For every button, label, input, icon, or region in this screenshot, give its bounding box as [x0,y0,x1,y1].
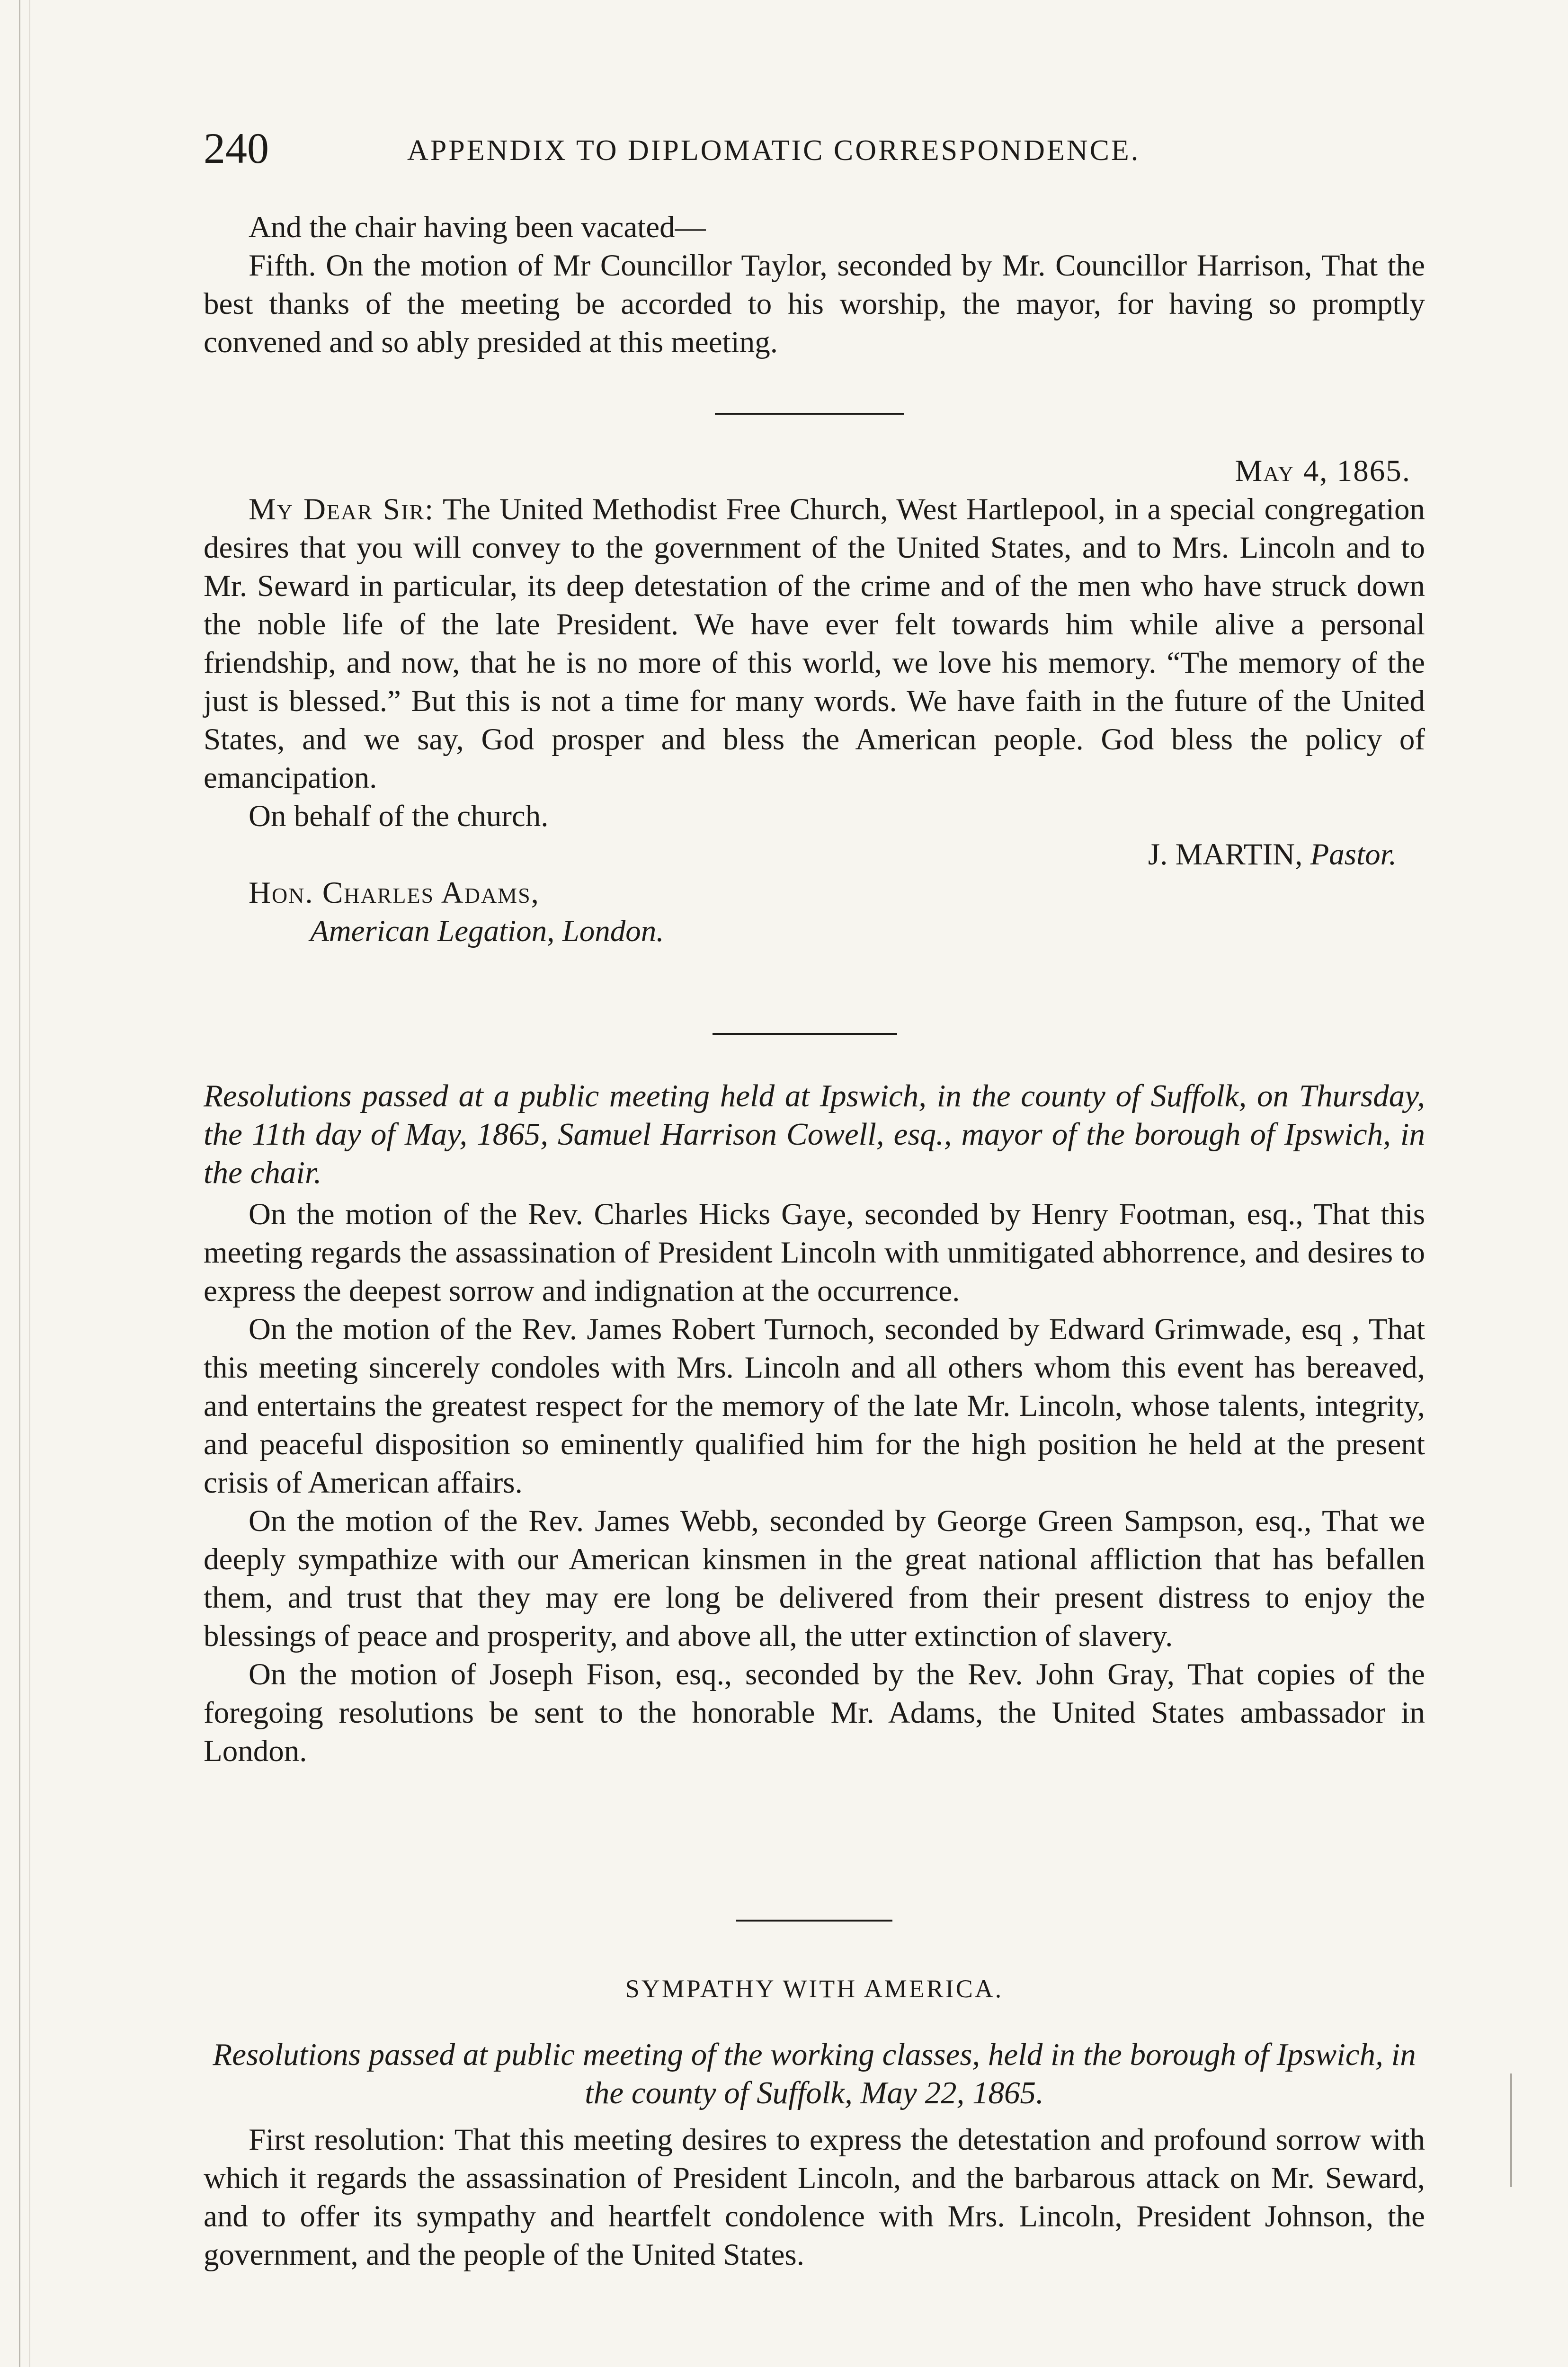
letter-body-text: The United Methodist Free Church, West Hartlepool, in a special congregation desires that you will convey to the government of the United States, and to Mrs. Lincoln and to Mr. Seward in particular, its deep detestation of the crime and of the men who have struck down the noble life of the late President. We have ever felt towards him while alive a personal friendship, and now, that he is no more of this world, we love his memory. “The memory of the just is blessed.” But this is not a time for many words. We have faith in the future of the United States, and we say, God prosper and bless the American people. God bless the policy of emancipation. [204,492,1425,795]
sympathy-body [204,2121,1425,2274]
fifth-motion-paragraph: Fifth. On the motion of Mr Councillor Taylor, seconded by Mr. Councillor Harrison, That the best thanks of the meeting be accorded to his worship, the mayor, for having so promptly convened and so ably presided at this meeting. [204,249,1425,359]
sympathy-heading: Resolutions passed at public meeting of the working classes, held in the borough of Ipswich, in the county of Suffolk, May 22, 1865. [213,2037,1416,2110]
resolution-paragraph: On the motion of the Rev. James Robert Turnoch, seconded by Edward Grimwade, esq , That this meeting sincerely condoles with Mrs. Lincoln and all others whom this event has bereaved, and entertains the greatest respect for the memory of the late Mr. Lincoln, whose talents, integrity, and peaceful disposition so eminently qualified him for the high position he held at the present crisis of American affairs. [204,1312,1425,1500]
letter-signature: J. MARTIN, Pastor. [1148,837,1397,872]
resolution-paragraph: On the motion of Joseph Fison, esq., seconded by the Rev. John Gray, That copies of the foregoing resolutions be sent to the honorable Mr. Adams, the United States ambassador in London. [204,1657,1425,1768]
section-divider [736,1920,892,1922]
binding-edge [19,0,20,2367]
ipswich-resolutions-body [204,1195,1425,1771]
resolution-paragraph: On the motion of the Rev. Charles Hicks Gaye, seconded by Henry Footman, esq., That this meeting regards the assassination of President Lincoln with unmitigated abhorrence, and desires to express the deepest sorrow and indignation at the occurrence. [204,1197,1425,1308]
binding-edge-inner [29,0,30,2367]
page-number: 240 [204,124,269,172]
running-head: APPENDIX TO DIPLOMATIC CORRESPONDENCE. [407,134,1140,167]
letter-body [204,490,1425,797]
page-header [204,122,1434,174]
section-fifth-motion [204,208,1425,362]
chair-vacated-line: And the chair having been vacated— [249,210,706,244]
sympathy-title: SYMPATHY WITH AMERICA. [625,1975,1004,2003]
section-divider [715,413,904,415]
letter-block [204,452,1425,951]
ipswich-resolutions-heading: Resolutions passed at a public meeting held at Ipswich, in the county of Suffolk, on Thursday, the 11th day of May, 1865, Samuel Harrison Cowell, esq., mayor of the borough of Ipswich, in the chair. [204,1078,1425,1190]
letter-behalf: On behalf of the church. [249,799,549,833]
addressee-place: American Legation, London. [310,914,664,948]
letter-date: May 4, 1865. [1235,454,1411,488]
resolution-paragraph: On the motion of the Rev. James Webb, seconded by George Green Sampson, esq., That we deeply sympathize with our American kinsmen in the great national affliction that has befallen them, and trust that they may ere long be delivered from their present distress to enjoy the blessings of peace and prosperity, and above all, the utter extinction of slavery. [204,1504,1425,1653]
first-resolution: First resolution: That this meeting desires to express the detestation and profound sorrow with which it regards the assassination of President Lincoln, and the barbarous attack on Mr. Seward, and to offer its sympathy and heartfelt condolence with Mrs. Lincoln, President Johnson, the government, and the people of the United States. [204,2123,1425,2272]
section-divider [713,1033,897,1035]
addressee-name: Hon. Charles Adams, [249,876,540,910]
salutation: My Dear Sir: [249,492,435,526]
margin-mark [1510,2073,1512,2187]
